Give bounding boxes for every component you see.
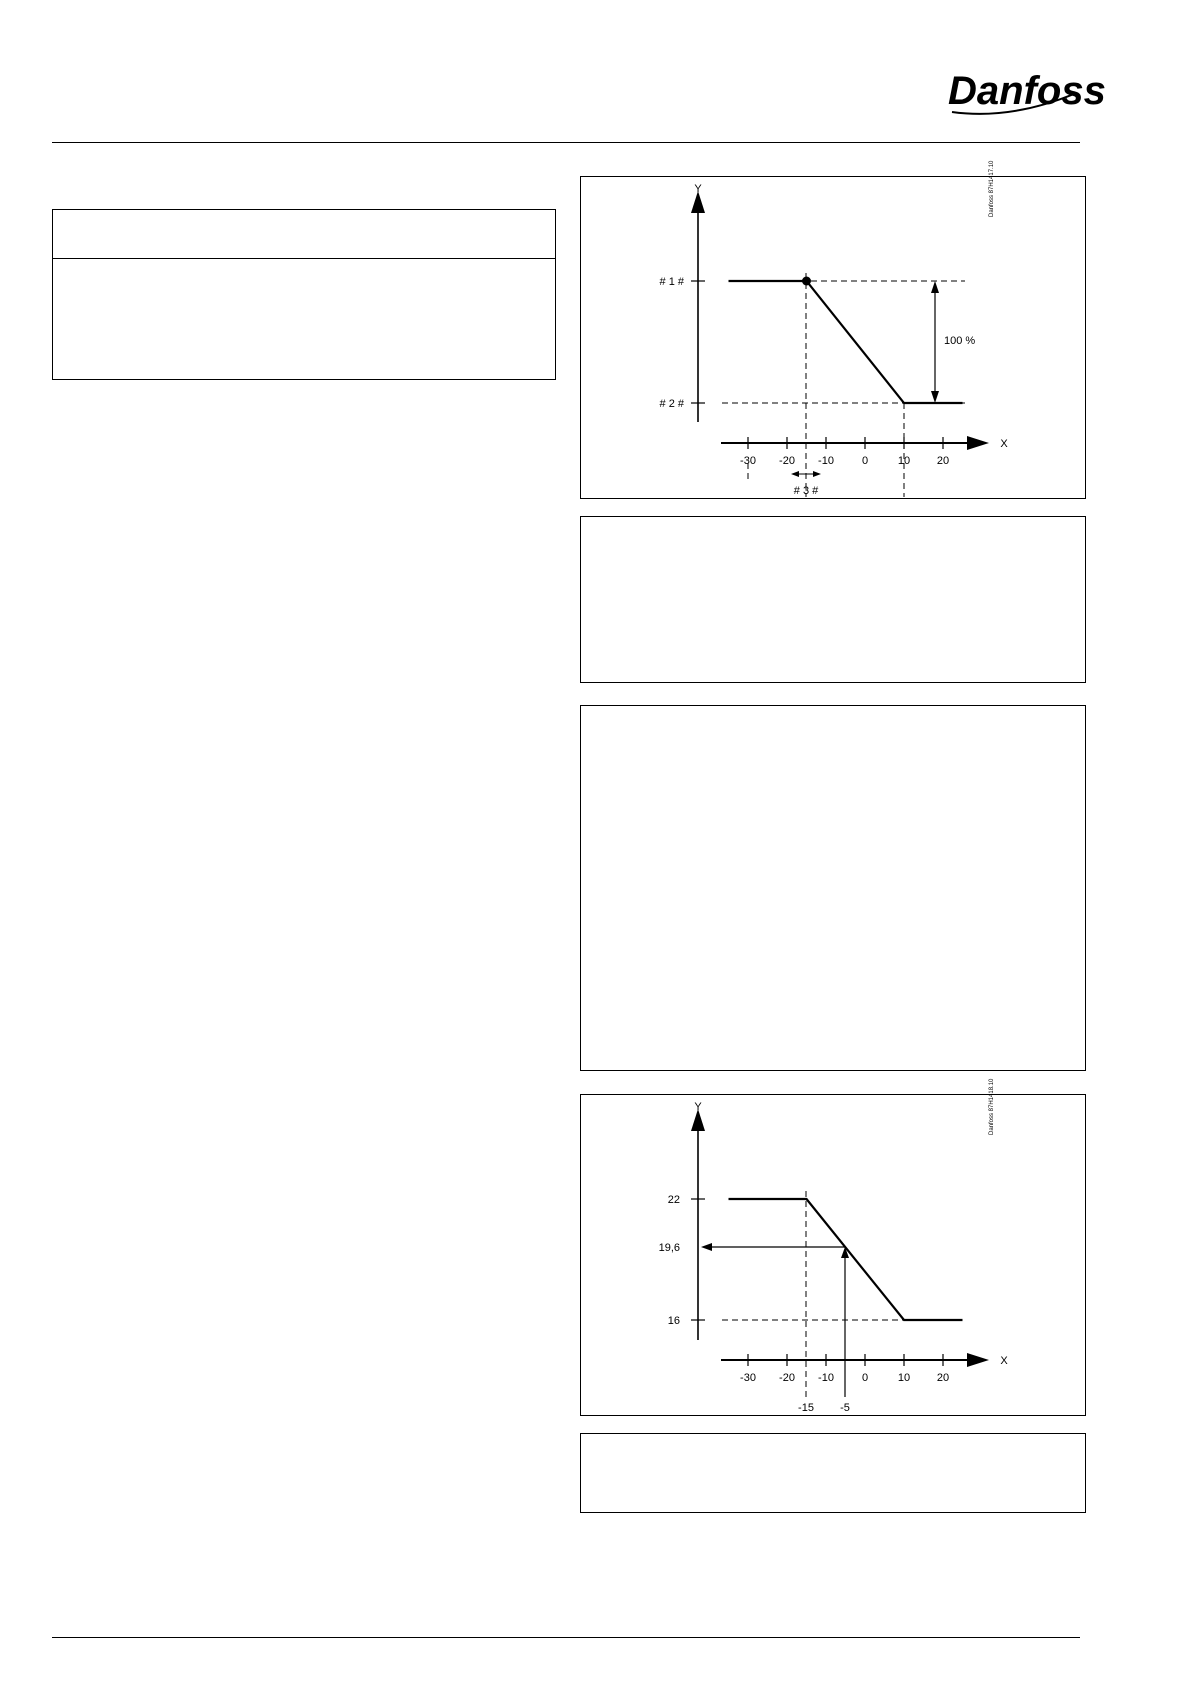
label-3: # 3 # <box>793 485 819 497</box>
y-label-2: # 2 # <box>659 398 684 410</box>
logo-text: Danfoss <box>948 69 1106 113</box>
x-tick-label: 0 <box>861 1372 869 1384</box>
y-tick-19-6: 19,6 <box>658 1242 680 1254</box>
left-table-header-divider <box>53 258 555 259</box>
x-marker-minus5: -5 <box>840 1402 850 1414</box>
note-box-3 <box>580 1433 1086 1513</box>
x-tick-label: -30 <box>740 1372 756 1384</box>
y-tick-16: 16 <box>667 1315 680 1327</box>
y-axis-label: Y <box>694 183 702 195</box>
y-axis-label: Y <box>694 1101 702 1113</box>
left-table-box <box>52 209 556 380</box>
x-tick-label: 0 <box>861 455 869 467</box>
x-tick-label: -20 <box>779 455 795 467</box>
figure-2-chart <box>581 1078 1085 1415</box>
drawing-code: Danfoss 87H1417.10 <box>989 160 995 217</box>
drawing-code: Danfoss 87H1418.10 <box>989 1078 995 1135</box>
hundred-percent-label: 100 % <box>944 335 976 347</box>
footer-rule <box>52 1637 1080 1638</box>
note-box-1 <box>580 516 1086 683</box>
figure-2-box <box>580 1078 1086 1416</box>
x-tick-label: 10 <box>897 1372 911 1384</box>
danfoss-logo <box>940 60 1106 124</box>
x-tick-label: -30 <box>740 455 756 467</box>
x-axis-label: X <box>1000 1355 1008 1367</box>
x-axis-label: X <box>1000 438 1008 450</box>
y-label-1: # 1 # <box>659 276 684 288</box>
x-tick-label: -10 <box>818 1372 834 1384</box>
x-tick-label: 20 <box>936 455 950 467</box>
figure-1-chart <box>581 160 1085 498</box>
break-point-dot <box>802 277 811 286</box>
header-rule <box>52 142 1080 143</box>
y-tick-22: 22 <box>667 1194 680 1206</box>
curve-line <box>729 281 963 403</box>
note-box-2 <box>580 705 1086 1071</box>
figure-1-box <box>580 160 1086 499</box>
x-tick-label: 10 <box>897 455 911 467</box>
x-tick-label: -20 <box>779 1372 795 1384</box>
x-marker-minus15: -15 <box>798 1402 814 1414</box>
x-axis-arrow <box>967 436 989 450</box>
x-tick-label: -10 <box>818 455 834 467</box>
x-axis-arrow <box>967 1353 989 1367</box>
x-tick-label: 20 <box>936 1372 950 1384</box>
